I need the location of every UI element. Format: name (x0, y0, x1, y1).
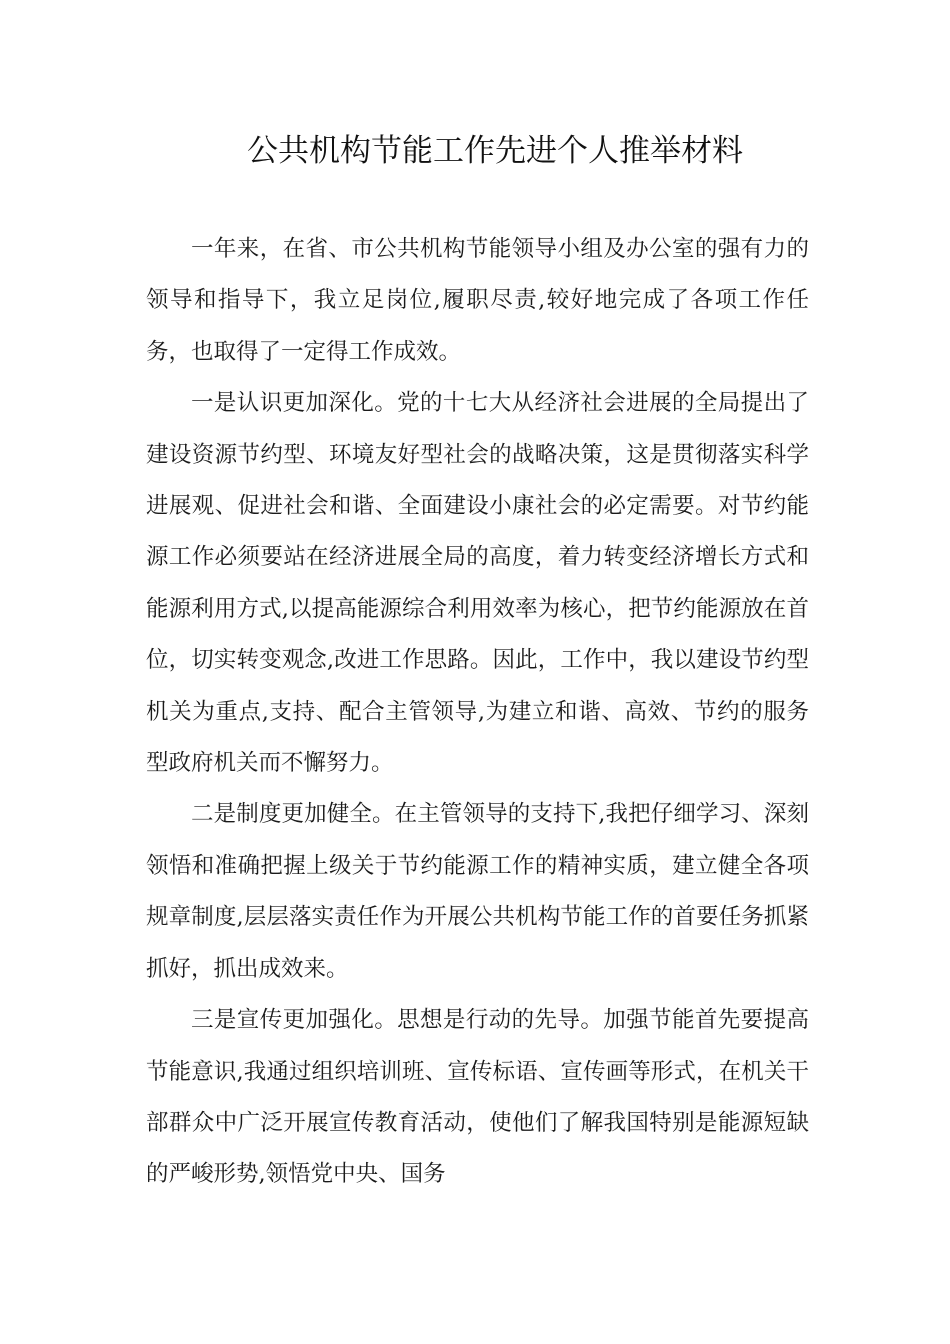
document-title: 公共机构节能工作先进个人推举材料 (247, 133, 743, 169)
paragraph-publicity: 三是宣传更加强化。思想是行动的先导。加强节能首先要提高节能意识,我通过组织培训班、宣传标语、宣传画等形式，在机关干部群众中广泛开展宣传教育活动，使他们了解我国特别是能源短缺的严峻形势,领悟党中央、国务 (146, 1007, 809, 1188)
paragraph-awareness: 一是认识更加深化。党的十七大从经济社会进展的全局提出了建设资源节约型、环境友好型社会的战略决策，这是贯彻落实科学进展观、促进社会和谐、全面建设小康社会的必定需要。对节约能源工作必须要站在经济进展全局的高度，着力转变经济增长方式和能源利用方式,以提高能源综合利用效率为核心，把节约能源放在首位，切实转变观念,改进工作思路。因此，工作中，我以建设节约型机关为重点,支持、配合主管领导,为建立和谐、高效、节约的服务型政府机关而不懈努力。 (146, 390, 809, 777)
paragraph-intro: 一年来，在省、市公共机构节能领导小组及办公室的强有力的领导和指导下，我立足岗位,履职尽责,较好地完成了各项工作任务，也取得了一定得工作成效。 (146, 236, 809, 365)
paragraph-system: 二是制度更加健全。在主管领导的支持下,我把仔细学习、深刻领悟和准确把握上级关于节约能源工作的精神实质，建立健全各项规章制度,层层落实责任作为开展公共机构节能工作的首要任务抓紧抓好，抓出成效来。 (146, 801, 809, 982)
document-body (146, 224, 809, 1201)
